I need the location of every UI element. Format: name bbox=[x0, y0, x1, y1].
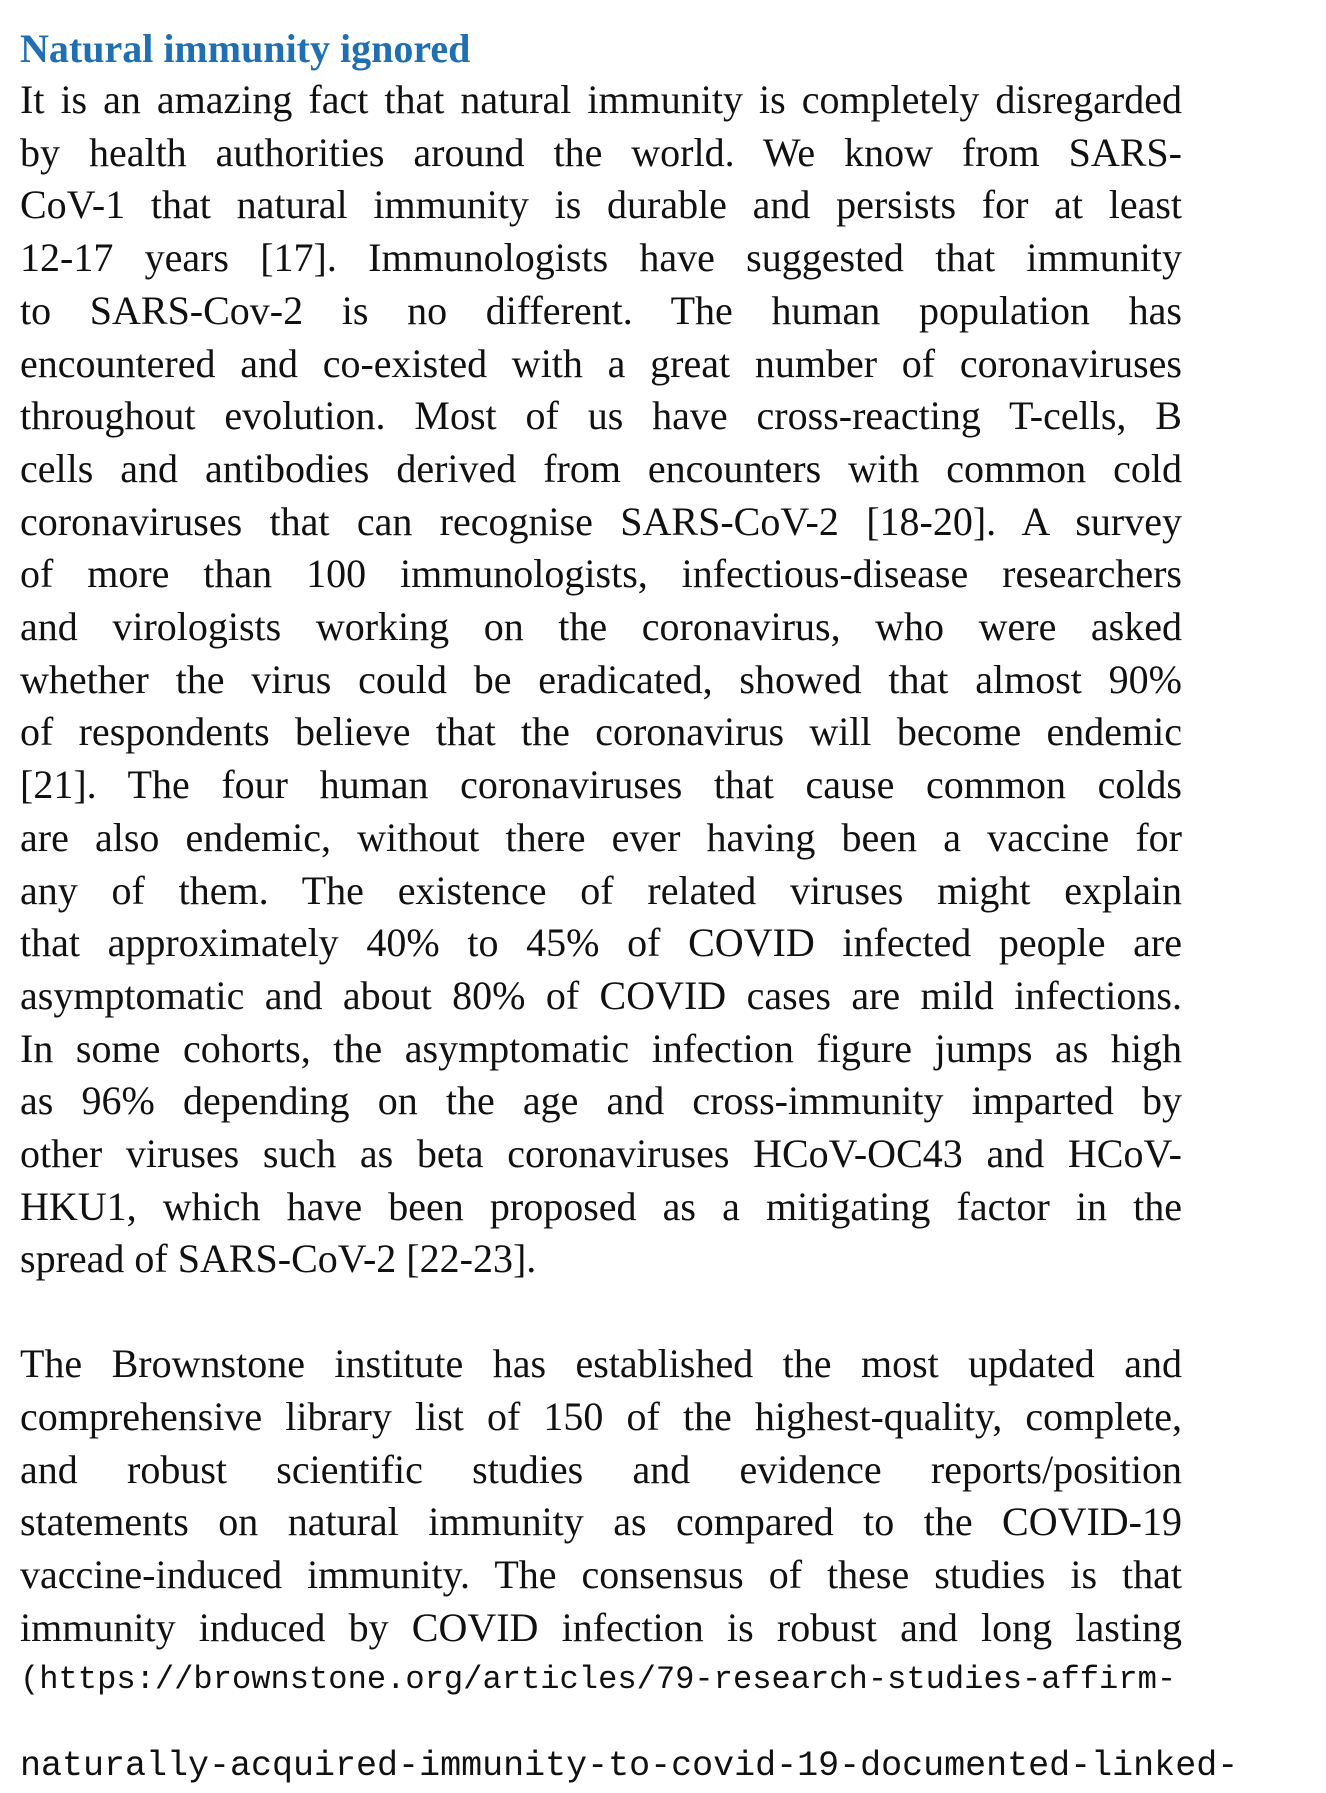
text-line: that approximately 40% to 45% of COVID infected people are bbox=[20, 920, 1182, 966]
text-line: to SARS-Cov-2 is no different. The human population has bbox=[20, 287, 1182, 333]
text-line: any of them. The existence of related viruses might explain bbox=[20, 867, 1182, 913]
text-line: spread of SARS-CoV-2 [22-23]. bbox=[20, 1236, 537, 1282]
section-heading: Natural immunity ignored bbox=[20, 26, 471, 71]
paragraph-natural-immunity bbox=[20, 74, 1182, 1286]
text-line: statements on natural immunity as compared to the COVID-19 bbox=[20, 1499, 1182, 1545]
text-line: whether the virus could be eradicated, showed that almost 90% bbox=[20, 656, 1182, 702]
text-line: other viruses such as beta coronaviruses HCoV-OC43 and HCoV- bbox=[20, 1131, 1182, 1177]
document-page bbox=[20, 24, 1182, 1707]
text-line: by health authorities around the world. We know from SARS- bbox=[20, 129, 1182, 175]
text-line: The Brownstone institute has established the most updated and bbox=[20, 1341, 1182, 1387]
text-line: In some cohorts, the asymptomatic infection figure jumps as high bbox=[20, 1025, 1182, 1071]
paragraph-brownstone bbox=[20, 1338, 1182, 1707]
text-line: of more than 100 immunologists, infectious-disease researchers bbox=[20, 551, 1182, 597]
text-line: and robust scientific studies and evidence reports/position bbox=[20, 1446, 1182, 1492]
text-line: of respondents believe that the coronavirus will become endemic bbox=[20, 709, 1182, 755]
text-line: HKU1, which have been proposed as a mitigating factor in the bbox=[20, 1183, 1182, 1229]
url-line: (https://brownstone.org/articles/79-research-studies-affirm- bbox=[20, 1661, 1177, 1699]
paragraph-gap bbox=[20, 1286, 1182, 1338]
text-line: 12-17 years [17]. Immunologists have suggested that immunity bbox=[20, 235, 1182, 281]
text-line: encountered and co-existed with a great number of coronaviruses bbox=[20, 340, 1182, 386]
text-line: coronaviruses that can recognise SARS-CoV-2 [18-20]. A survey bbox=[20, 498, 1182, 544]
cut-off-line bbox=[0, 1740, 1326, 1786]
text-line: [21]. The four human coronaviruses that cause common colds bbox=[20, 762, 1182, 808]
text-line: It is an amazing fact that natural immunity is completely disregarded bbox=[20, 77, 1182, 122]
text-line: asymptomatic and about 80% of COVID cases are mild infections. bbox=[20, 972, 1182, 1018]
text-line: and virologists working on the coronavirus, who were asked bbox=[20, 604, 1182, 650]
text-line: cells and antibodies derived from encounters with common cold bbox=[20, 445, 1182, 491]
text-line: CoV-1 that natural immunity is durable and persists for at least bbox=[20, 182, 1182, 228]
cut-off-text: naturally-acquired-immunity-to-covid-19-documented-linked- bbox=[20, 1746, 1239, 1786]
text-line: vaccine-induced immunity. The consensus of these studies is that bbox=[20, 1551, 1182, 1597]
text-line: comprehensive library list of 150 of the highest-quality, complete, bbox=[20, 1393, 1182, 1439]
text-line: throughout evolution. Most of us have cross-reacting T-cells, B bbox=[20, 393, 1182, 439]
text-line: immunity induced by COVID infection is robust and long lasting bbox=[20, 1604, 1182, 1650]
text-line: as 96% depending on the age and cross-immunity imparted by bbox=[20, 1078, 1182, 1124]
text-line: are also endemic, without there ever having been a vaccine for bbox=[20, 814, 1182, 860]
